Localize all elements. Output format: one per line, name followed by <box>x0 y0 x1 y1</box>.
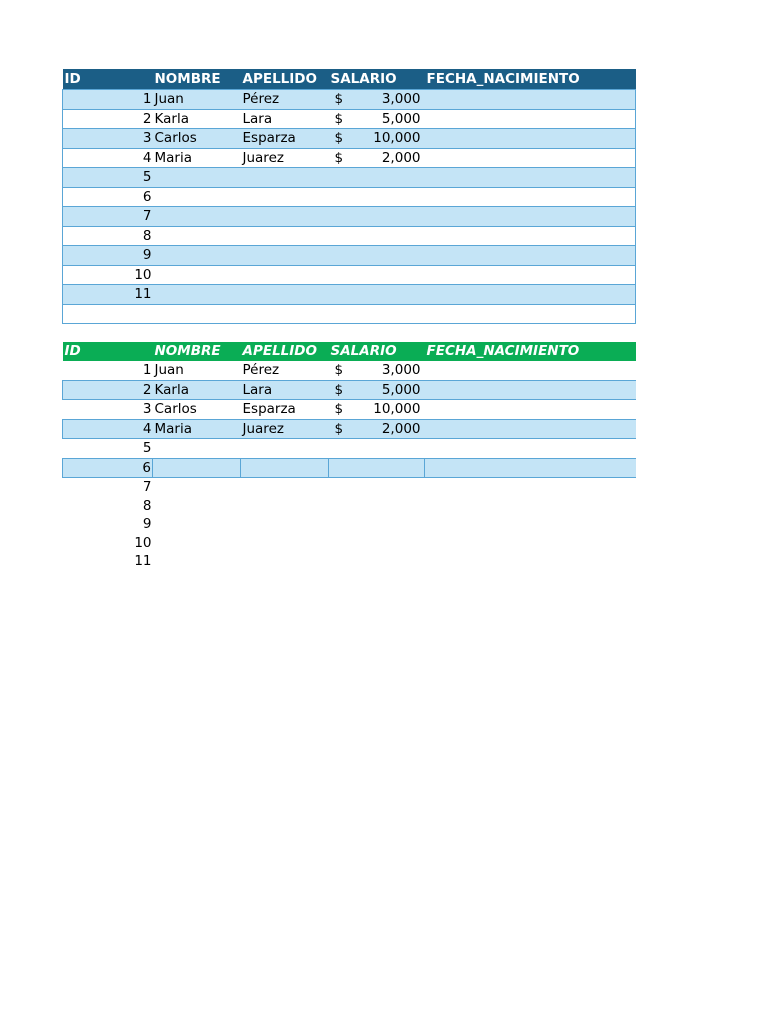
cell-id[interactable]: 9 <box>142 516 152 532</box>
table-row <box>63 168 636 188</box>
cell-salario[interactable] <box>329 400 425 420</box>
table-row <box>63 361 637 380</box>
cell-fecha-nacimiento[interactable] <box>425 497 637 516</box>
cell-salario[interactable] <box>329 187 425 207</box>
table-row <box>63 439 637 459</box>
salary-amount: 3,000 <box>381 362 421 378</box>
header-nombre[interactable]: NOMBRE <box>153 69 241 90</box>
salary-amount: 5,000 <box>381 110 421 127</box>
cell-fecha-nacimiento[interactable] <box>425 439 637 459</box>
table-row <box>63 515 637 534</box>
cell-apellido[interactable] <box>241 168 329 188</box>
cell-salario[interactable] <box>329 90 425 110</box>
cell-apellido[interactable] <box>241 515 329 534</box>
cell-salario[interactable] <box>329 380 425 400</box>
cell-salario[interactable] <box>329 129 425 149</box>
table-row <box>63 419 637 439</box>
cell-id[interactable]: 7 <box>63 207 153 227</box>
cell-nombre[interactable] <box>153 439 241 459</box>
cell-id[interactable]: 7 <box>142 479 152 495</box>
employees-table-blue <box>62 69 636 324</box>
cell-salario[interactable] <box>329 534 425 553</box>
currency-symbol: $ <box>334 149 344 166</box>
table-row <box>63 187 636 207</box>
cell-apellido[interactable] <box>241 207 329 227</box>
cell-fecha-nacimiento[interactable] <box>425 419 637 439</box>
cell-nombre[interactable]: Juan <box>153 90 241 110</box>
table-row <box>63 207 636 227</box>
cell-id[interactable]: 6 <box>63 187 153 207</box>
currency-symbol: $ <box>334 420 344 437</box>
salary-amount: 5,000 <box>381 381 421 398</box>
cell-nombre[interactable] <box>153 168 241 188</box>
cell-apellido[interactable] <box>241 439 329 459</box>
table-row <box>63 246 636 266</box>
currency-symbol: $ <box>334 401 344 417</box>
cell-nombre[interactable]: Juan <box>154 362 184 378</box>
cell-apellido[interactable]: Juarez <box>241 148 329 168</box>
table-row <box>63 380 637 400</box>
cell-fecha-nacimiento[interactable] <box>425 246 636 266</box>
header-apellido[interactable]: APELLIDO <box>241 342 329 361</box>
cell-apellido[interactable] <box>241 497 329 516</box>
header-salario[interactable]: SALARIO <box>329 69 425 90</box>
cell-fecha-nacimiento[interactable] <box>425 226 636 246</box>
table-row <box>63 552 637 571</box>
cell-id[interactable]: 2 <box>63 380 153 400</box>
cell-salario[interactable] <box>329 361 425 380</box>
cell-salario[interactable] <box>329 419 425 439</box>
header-salario[interactable]: SALARIO <box>329 342 425 361</box>
cell-fecha-nacimiento[interactable] <box>425 552 637 571</box>
cell-nombre[interactable] <box>153 226 241 246</box>
cell-fecha-nacimiento[interactable] <box>425 458 637 478</box>
salary-amount: 2,000 <box>381 420 421 437</box>
cell-apellido[interactable]: Lara <box>241 109 329 129</box>
cell-salario[interactable] <box>329 168 425 188</box>
cell-salario[interactable] <box>329 148 425 168</box>
header-fecha-nacimiento[interactable]: FECHA_NACIMIENTO <box>425 342 637 361</box>
cell-id[interactable]: 10 <box>63 265 153 285</box>
cell-fecha-nacimiento[interactable] <box>425 478 637 497</box>
currency-symbol: $ <box>334 381 344 398</box>
cell-salario[interactable] <box>329 285 425 305</box>
cell-id[interactable]: 10 <box>134 534 152 551</box>
cell-nombre[interactable] <box>153 552 241 571</box>
currency-symbol: $ <box>334 130 344 146</box>
table-row <box>63 304 636 324</box>
table-row <box>63 90 636 110</box>
cell-nombre[interactable]: Karla <box>153 109 241 129</box>
cell-fecha-nacimiento[interactable] <box>425 534 637 553</box>
cell-apellido[interactable]: Esparza <box>242 401 296 417</box>
salary-amount: 3,000 <box>381 91 421 107</box>
cell-fecha-nacimiento[interactable] <box>425 265 636 285</box>
cell-fecha-nacimiento[interactable] <box>425 380 637 400</box>
cell-nombre[interactable]: Karla <box>153 380 241 400</box>
cell-fecha-nacimiento[interactable] <box>425 304 636 324</box>
cell-id[interactable]: 4 <box>63 419 153 439</box>
table-header-row <box>63 342 637 361</box>
cell-nombre[interactable]: Carlos <box>153 129 241 149</box>
cell-nombre[interactable] <box>153 497 241 516</box>
cell-salario[interactable] <box>329 478 425 497</box>
cell-apellido[interactable] <box>241 187 329 207</box>
cell-nombre[interactable] <box>153 304 241 324</box>
cell-id[interactable]: 1 <box>142 362 152 378</box>
currency-symbol: $ <box>334 362 344 378</box>
cell-id[interactable]: 1 <box>63 90 153 110</box>
cell-nombre[interactable] <box>153 265 241 285</box>
cell-fecha-nacimiento[interactable] <box>425 285 636 305</box>
table-row <box>63 285 636 305</box>
cell-apellido[interactable]: Lara <box>241 380 329 400</box>
cell-apellido[interactable]: Pérez <box>242 362 280 378</box>
table-row <box>63 400 637 420</box>
table-row <box>63 265 636 285</box>
header-fecha-nacimiento[interactable]: FECHA_NACIMIENTO <box>425 69 636 90</box>
cell-id[interactable]: 11 <box>63 285 153 305</box>
cell-fecha-nacimiento[interactable] <box>425 109 636 129</box>
cell-fecha-nacimiento[interactable] <box>425 129 636 149</box>
header-id[interactable]: ID <box>63 69 153 90</box>
cell-apellido[interactable]: Pérez <box>241 90 329 110</box>
header-apellido[interactable]: APELLIDO <box>241 69 329 90</box>
cell-fecha-nacimiento[interactable] <box>425 361 637 380</box>
cell-salario[interactable] <box>329 207 425 227</box>
table-row <box>63 129 636 149</box>
cell-fecha-nacimiento[interactable] <box>425 400 637 420</box>
cell-salario[interactable] <box>329 439 425 459</box>
cell-id[interactable]: 6 <box>63 458 153 478</box>
cell-apellido[interactable] <box>241 458 329 478</box>
cell-id[interactable]: 8 <box>142 497 152 514</box>
cell-id[interactable]: 2 <box>63 109 153 129</box>
cell-salario[interactable] <box>329 246 425 266</box>
cell-id[interactable] <box>63 304 153 324</box>
cell-salario[interactable] <box>329 304 425 324</box>
cell-nombre[interactable] <box>153 187 241 207</box>
cell-id[interactable]: 3 <box>63 129 153 149</box>
cell-id[interactable]: 11 <box>134 553 152 569</box>
table-row <box>63 497 637 516</box>
header-id[interactable]: ID <box>63 342 153 361</box>
cell-apellido[interactable] <box>241 226 329 246</box>
salary-amount: 10,000 <box>373 130 421 146</box>
cell-salario[interactable] <box>329 458 425 478</box>
cell-id[interactable]: 5 <box>63 168 153 188</box>
cell-salario[interactable] <box>329 552 425 571</box>
cell-apellido[interactable] <box>241 478 329 497</box>
cell-nombre[interactable]: Carlos <box>154 401 197 417</box>
cell-apellido[interactable] <box>241 552 329 571</box>
cell-id[interactable]: 8 <box>63 226 153 246</box>
cell-salario[interactable] <box>329 497 425 516</box>
table-row <box>63 534 637 553</box>
cell-nombre[interactable]: Maria <box>153 419 241 439</box>
cell-nombre[interactable]: Maria <box>153 148 241 168</box>
cell-fecha-nacimiento[interactable] <box>425 148 636 168</box>
table-header-row <box>63 69 636 90</box>
table-row <box>63 148 636 168</box>
currency-symbol: $ <box>334 110 344 127</box>
cell-nombre[interactable] <box>153 458 241 478</box>
cell-apellido[interactable] <box>241 285 329 305</box>
salary-amount: 10,000 <box>373 401 421 417</box>
cell-nombre[interactable] <box>153 478 241 497</box>
cell-fecha-nacimiento[interactable] <box>425 515 637 534</box>
cell-fecha-nacimiento[interactable] <box>425 168 636 188</box>
cell-id[interactable]: 4 <box>63 148 153 168</box>
cell-apellido[interactable] <box>241 265 329 285</box>
cell-salario[interactable] <box>329 109 425 129</box>
cell-apellido[interactable]: Esparza <box>241 129 329 149</box>
cell-apellido[interactable] <box>241 246 329 266</box>
cell-nombre[interactable] <box>153 515 241 534</box>
cell-nombre[interactable] <box>153 207 241 227</box>
cell-salario[interactable] <box>329 226 425 246</box>
cell-id[interactable]: 3 <box>142 401 152 417</box>
cell-id[interactable]: 9 <box>63 246 153 266</box>
cell-nombre[interactable] <box>153 246 241 266</box>
table-row <box>63 226 636 246</box>
cell-fecha-nacimiento[interactable] <box>425 207 636 227</box>
cell-nombre[interactable] <box>153 534 241 553</box>
cell-apellido[interactable]: Juarez <box>241 419 329 439</box>
table-row <box>63 478 637 497</box>
cell-apellido[interactable] <box>241 304 329 324</box>
cell-nombre[interactable] <box>153 285 241 305</box>
table-row <box>63 109 636 129</box>
cell-fecha-nacimiento[interactable] <box>425 90 636 110</box>
header-nombre[interactable]: NOMBRE <box>153 342 241 361</box>
cell-salario[interactable] <box>329 265 425 285</box>
cell-id[interactable]: 5 <box>142 440 152 456</box>
currency-symbol: $ <box>334 91 344 107</box>
table-row <box>63 458 637 478</box>
employees-table-green <box>62 342 636 571</box>
cell-fecha-nacimiento[interactable] <box>425 187 636 207</box>
cell-apellido[interactable] <box>241 534 329 553</box>
salary-amount: 2,000 <box>381 149 421 166</box>
cell-salario[interactable] <box>329 515 425 534</box>
